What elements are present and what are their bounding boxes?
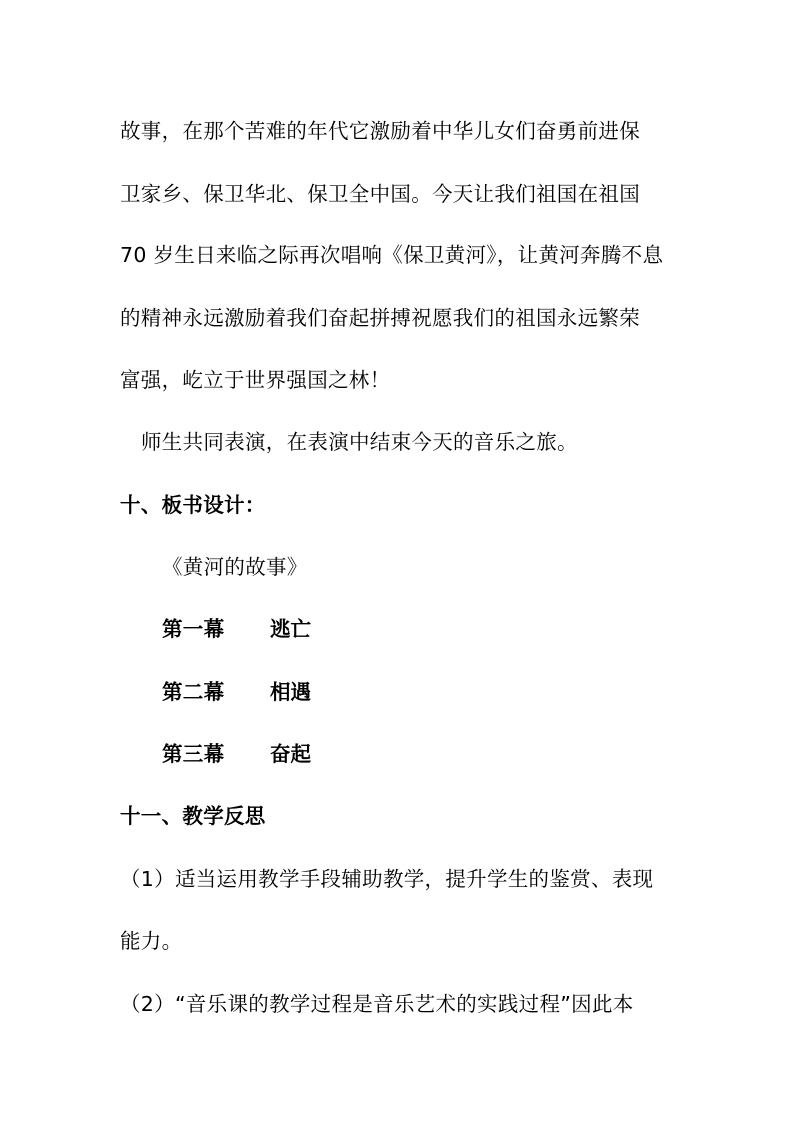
section-heading-teaching-reflection: 十一、教学反思	[120, 804, 266, 828]
paragraph-performance: 师生共同表演，在表演中结束今天的音乐之旅。	[141, 430, 578, 454]
paragraph-line: 的精神永远激励着我们奋起拼搏祝愿我们的祖国永远繁荣	[120, 306, 640, 330]
board-title: 《黄河的故事》	[162, 555, 308, 579]
act-label-1: 第一幕	[162, 617, 225, 641]
paragraph-line: 70 岁生日来临之际再次唱响《保卫黄河》，让黄河奔腾不息	[120, 243, 664, 267]
act-name-1: 逃亡	[270, 617, 311, 641]
act-name-2: 相遇	[270, 680, 311, 704]
reflection-item-1-line: 能力。	[120, 929, 183, 953]
act-name-3: 奋起	[270, 742, 311, 766]
paragraph-line: 故事，在那个苦难的年代它激励着中华儿女们奋勇前进保	[120, 119, 640, 143]
paragraph-line: 卫家乡、保卫华北、保卫全中国。今天让我们祖国在祖国	[120, 182, 640, 206]
reflection-item-1-line: （1）适当运用教学手段辅助教学，提升学生的鉴赏、表现	[120, 867, 654, 891]
paragraph-line: 富强，屹立于世界强国之林！	[120, 368, 391, 392]
reflection-item-2-line: （2）“音乐课的教学过程是音乐艺术的实践过程”因此本	[120, 992, 634, 1016]
act-label-2: 第二幕	[162, 680, 225, 704]
act-label-3: 第三幕	[162, 742, 225, 766]
section-heading-board-design: 十、板书设计：	[120, 493, 266, 517]
